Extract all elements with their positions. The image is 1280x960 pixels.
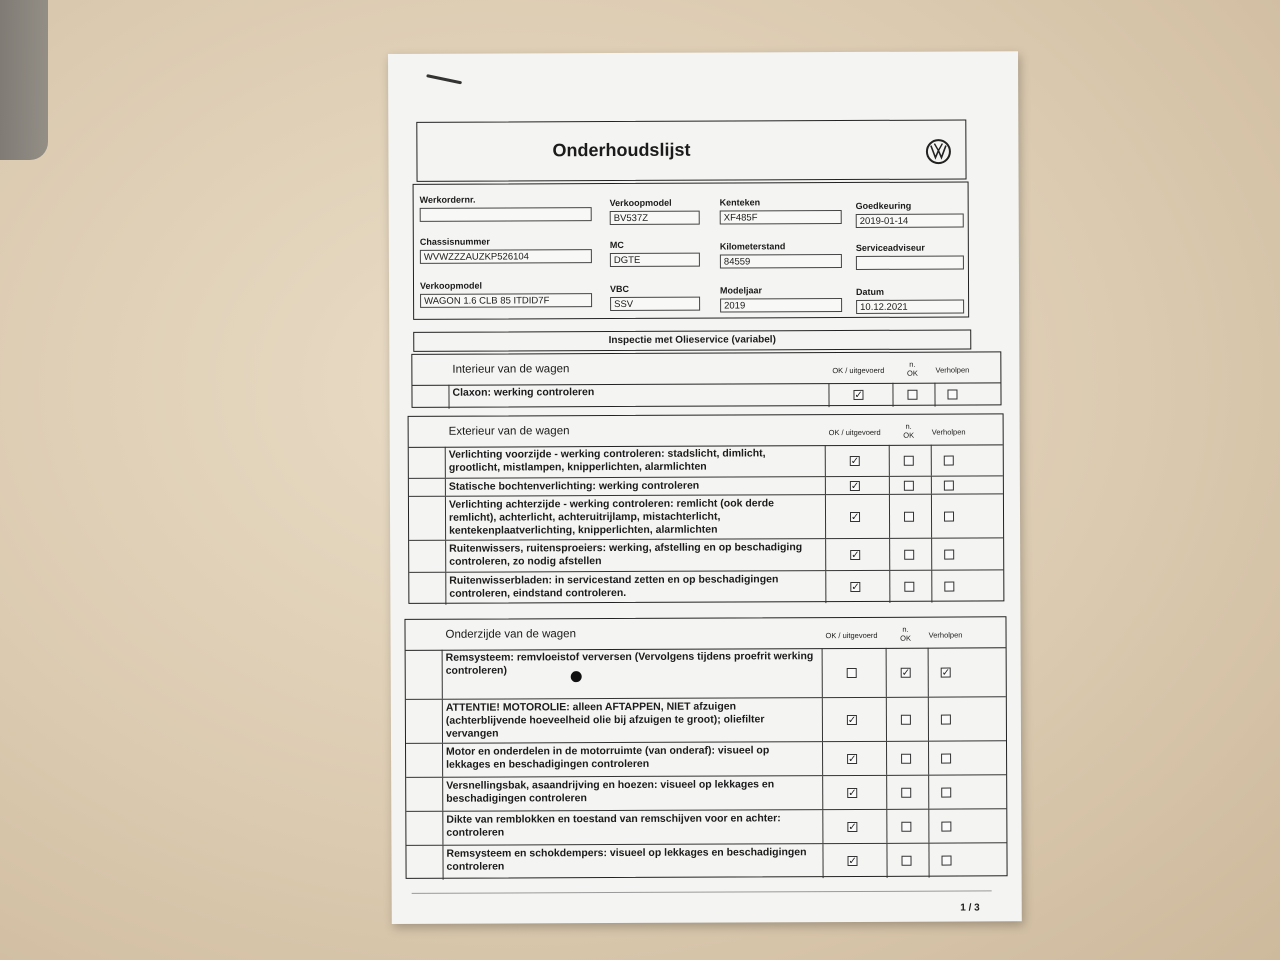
row-divider <box>445 479 446 496</box>
checkbox-verholpen[interactable] <box>944 481 954 491</box>
checkbox-ok[interactable]: ✓ <box>848 855 857 867</box>
checkbox-ok[interactable]: ✓ <box>847 714 857 726</box>
mc-field: MC DGTE <box>610 240 700 267</box>
datum-field: Datum 10.12.2021 <box>856 286 964 313</box>
kilometerstand-field: Kilometerstand 84559 <box>720 241 842 269</box>
vw-logo-icon <box>925 139 951 165</box>
column-divider <box>889 495 890 538</box>
row-divider <box>442 812 443 845</box>
checkbox-verholpen[interactable] <box>941 788 951 798</box>
serviceadviseur-field: Serviceadviseur <box>856 242 964 269</box>
checkbox-nok[interactable] <box>904 456 914 466</box>
column-divider <box>825 477 826 494</box>
checkbox-verholpen[interactable] <box>944 550 954 560</box>
checkbox-ok[interactable]: ✓ <box>848 753 857 765</box>
column-divider <box>931 495 932 538</box>
section-header <box>405 617 1005 651</box>
checklist-row <box>409 570 1003 605</box>
column-divider <box>825 495 826 538</box>
column-divider <box>931 477 932 494</box>
checkbox-nok[interactable]: ✓ <box>901 667 911 679</box>
column-divider <box>822 844 823 878</box>
inspection-title: Inspectie met Olieservice (variabel) <box>608 334 776 347</box>
checklist-item-text: Verlichting achterzijde - werking controleren: remlicht (ook derde remlicht), achterlicht, achteruitrijlamp, mistachterlicht, kentekenplaatverlichting, knipperlichten, alarmlichten <box>448 497 774 537</box>
checkbox-nok[interactable] <box>904 481 914 491</box>
column-divider <box>822 742 823 775</box>
checkbox-verholpen[interactable] <box>941 754 951 764</box>
checkbox-nok[interactable] <box>904 582 914 592</box>
checklist-item-text: Verlichting voorzijde - werking controleren: stadslicht, dimlicht, grootlicht, mistlampen, knipperlichten, alarmlichten <box>448 447 766 474</box>
checkbox-verholpen[interactable] <box>944 456 954 466</box>
checklist-row <box>406 775 1006 812</box>
inspection-bar <box>413 329 971 351</box>
checkbox-ok[interactable]: ✓ <box>850 455 860 467</box>
section-title: Onderzijde van de wagen <box>445 628 576 641</box>
checklist-item-text: Dikte van remblokken en toestand van remschijven voor en achter: controleren <box>446 812 781 839</box>
modeljaar-field: Modeljaar 2019 <box>720 285 842 313</box>
title-box <box>416 119 966 181</box>
checklist-section <box>411 351 1001 408</box>
col-header-nok-2: OK <box>906 368 918 378</box>
goedkeuring-field: Goedkeuring 2019-01-14 <box>856 200 964 227</box>
col-header-ok: OK / uitgevoerd <box>825 630 878 641</box>
column-divider <box>825 571 826 603</box>
column-divider <box>886 810 887 843</box>
column-divider <box>928 810 929 843</box>
column-divider <box>886 648 887 697</box>
verkoopmodel-code-field: Verkoopmodel BV537Z <box>610 198 700 225</box>
checkbox-ok[interactable] <box>847 668 857 678</box>
column-divider <box>822 776 823 809</box>
checklist-item-text: Motor en onderdelen in de motorruimte (van onderaf): visueel op lekkages en beschadigingen controleren <box>446 744 770 771</box>
kenteken-field: Kenteken XF485F <box>720 197 842 225</box>
checkbox-nok[interactable] <box>901 788 911 798</box>
chassisnummer-field: Chassisnummer WVWZZZAUZKP526104 <box>420 236 592 264</box>
checklist-row <box>409 444 1003 479</box>
checkbox-nok[interactable] <box>904 512 914 522</box>
checklist-item-text: Claxon: werking controleren <box>452 386 595 399</box>
checkbox-ok[interactable]: ✓ <box>848 821 857 833</box>
checkbox-verholpen[interactable]: ✓ <box>941 667 951 679</box>
checkbox-nok[interactable] <box>901 715 911 725</box>
column-divider <box>928 698 929 741</box>
checklist-row <box>409 494 1003 541</box>
column-divider <box>889 477 890 494</box>
checkbox-nok[interactable] <box>907 390 917 400</box>
col-header-verholpen: Verholpen <box>928 630 963 640</box>
column-divider <box>886 742 887 775</box>
checkbox-verholpen[interactable] <box>941 822 951 832</box>
footer-rule <box>412 890 992 894</box>
werkordernr-field: Werkordernr. <box>420 194 592 222</box>
col-header-verholpen: Verholpen <box>931 427 966 437</box>
checklist-row <box>406 741 1006 778</box>
column-divider <box>928 742 929 775</box>
column-divider <box>828 383 829 407</box>
column-divider <box>886 776 887 809</box>
verkoopmodel-naam-field: Verkoopmodel WAGON 1.6 CLB 85 ITDID7F <box>420 280 592 308</box>
vbc-field: VBC SSV <box>610 284 700 311</box>
section-header <box>409 414 1003 448</box>
column-divider <box>825 539 826 570</box>
col-header-nok-1: n. <box>909 359 916 369</box>
column-divider <box>822 698 823 741</box>
column-divider <box>889 445 890 476</box>
checklist-item-text: Ruitenwisserbladen: in servicestand zetten en op beschadigingen controleren, eindstand controleren. <box>449 573 779 600</box>
column-divider <box>822 810 823 843</box>
row-divider <box>442 650 443 699</box>
checklist-item-text: Remsysteem: remvloeistof verversen (Vervolgens tijdens proefrit werking controleren) <box>445 650 814 677</box>
checkbox-verholpen[interactable] <box>947 390 957 400</box>
pen-mark <box>426 74 462 84</box>
checklist-row <box>406 697 1006 744</box>
section-title: Exterieur van de wagen <box>448 425 570 438</box>
column-divider <box>934 383 935 407</box>
column-divider <box>889 539 890 570</box>
row-divider <box>445 573 446 605</box>
col-header-nok-1: n. <box>905 421 912 431</box>
checkbox-ok[interactable]: ✓ <box>850 480 860 492</box>
section-title: Interieur van de wagen <box>452 363 570 376</box>
checklist-row <box>412 382 1000 409</box>
col-header-verholpen: Verholpen <box>935 365 970 375</box>
column-divider <box>886 844 887 878</box>
column-divider <box>825 445 826 476</box>
checkbox-ok[interactable]: ✓ <box>851 511 860 523</box>
row-divider <box>445 447 446 478</box>
column-divider <box>892 383 893 407</box>
col-header-nok-2: OK <box>900 633 911 643</box>
checkbox-verholpen[interactable] <box>944 582 954 592</box>
checklist-row <box>409 538 1003 573</box>
checkbox-ok[interactable]: ✓ <box>854 389 863 401</box>
checklist-item-text: Statische bochtenverlichting: werking controleren <box>448 479 700 493</box>
column-divider <box>886 698 887 741</box>
checklist-item-text: Remsysteem en schokdempers: visueel op lekkages en beschadigingen controleren <box>446 846 807 873</box>
col-header-ok: OK / uitgevoerd <box>828 427 881 438</box>
col-header-nok-2: OK <box>903 430 915 440</box>
row-divider <box>442 700 443 743</box>
column-divider <box>931 539 932 570</box>
checklist-item-text: ATTENTIE! MOTOROLIE: alleen AFTAPPEN, NIET afzuigen (achterblijvende hoeveelheid olie bij afzuigen te groot); oliefilter vervangen <box>445 700 765 740</box>
checklist-item-text: Ruitenwissers, ruitensproeiers: werking, afstelling en op beschadiging controleren, zo nodig afstellen <box>449 541 803 568</box>
checklist-section <box>408 413 1005 604</box>
column-divider <box>822 648 823 697</box>
column-divider <box>928 648 929 697</box>
col-header-ok: OK / uitgevoerd <box>832 365 885 376</box>
checkbox-nok[interactable] <box>901 754 911 764</box>
checkbox-ok[interactable]: ✓ <box>851 549 860 561</box>
row-divider <box>442 778 443 811</box>
checkbox-nok[interactable] <box>901 822 911 832</box>
column-divider <box>928 776 929 809</box>
checkbox-verholpen[interactable] <box>944 512 954 522</box>
page-number: 1 / 3 <box>960 902 980 914</box>
row-divider <box>442 846 443 880</box>
header-fields <box>413 181 970 319</box>
form-title: Onderhoudslijst <box>552 139 691 161</box>
row-divider <box>445 541 446 572</box>
checklist-item-text: Versnellingsbak, asaandrijving en hoezen: visueel op lekkages en beschadigingen controleren <box>446 778 775 805</box>
checklist-row <box>406 647 1006 700</box>
column-divider <box>889 571 890 603</box>
row-divider <box>445 497 446 540</box>
checkbox-ok[interactable]: ✓ <box>851 581 860 593</box>
col-header-nok-1: n. <box>902 624 909 634</box>
desk-object <box>0 0 48 160</box>
checklist-section <box>404 616 1007 879</box>
checkbox-nok[interactable] <box>902 856 912 866</box>
section-header <box>412 352 1000 386</box>
ink-dot <box>571 671 582 682</box>
checkbox-nok[interactable] <box>904 550 914 560</box>
row-divider <box>442 744 443 777</box>
checkbox-ok[interactable]: ✓ <box>848 787 857 799</box>
maintenance-form <box>388 51 1022 924</box>
checkbox-verholpen[interactable] <box>942 856 952 866</box>
row-divider <box>448 385 449 409</box>
column-divider <box>928 844 929 878</box>
checklist-row <box>406 809 1006 846</box>
column-divider <box>931 445 932 476</box>
checkbox-verholpen[interactable] <box>941 715 951 725</box>
column-divider <box>931 571 932 603</box>
checklist-row <box>406 843 1006 880</box>
